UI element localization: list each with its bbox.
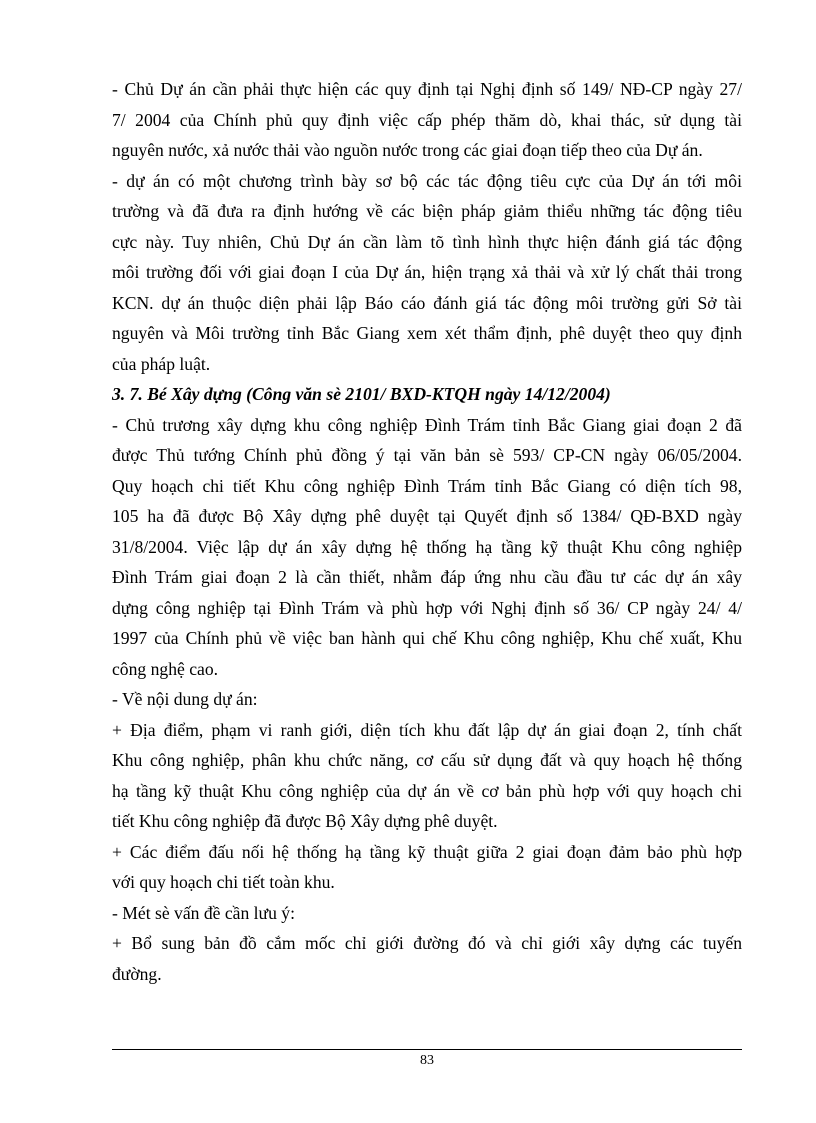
text-line: Đình Trám giai đoạn 2 là cần thiết, nhằm đáp ứng nhu cầu đầu tư các dự án xây <box>112 567 742 587</box>
text-line: + Các điểm đấu nối hệ thống hạ tầng kỹ thuật giữa 2 giai đoạn đảm bảo phù hợp <box>112 841 742 862</box>
text-line: dựng công nghiệp tại Đình Trám và phù hợp với Nghị định số 36/ CP ngày 24/ 4/ <box>112 597 742 618</box>
text-line: KCN. dự án thuộc diện phải lập Báo cáo đánh giá tác động môi trường gửi Sở tài <box>112 292 742 313</box>
text-line: công nghệ cao. <box>112 658 219 679</box>
text-line: của pháp luật. <box>112 353 211 374</box>
text-line: trường và đã đưa ra định hướng về các biện pháp giảm thiểu những tác động tiêu <box>112 201 742 221</box>
text-line: - Mét sè vấn đề cần lưu ý: <box>112 902 295 923</box>
section-heading: 3. 7. Bé Xây dựng (Công văn sè 2101/ BXD-KTQH ngày 14/12/2004) <box>112 384 611 404</box>
text-line: - Về nội dung dự án: <box>112 689 258 709</box>
text-line: cực này. Tuy nhiên, Chủ Dự án cần làm tõ tình hình thực hiện đánh giá tác động <box>112 231 742 252</box>
text-line: hạ tầng kỹ thuật Khu công nghiệp của dự án về cơ bản phù hợp với quy hoạch chi <box>112 780 742 801</box>
text-line: với quy hoạch chi tiết toàn khu. <box>112 872 335 892</box>
footer-divider <box>112 1049 742 1050</box>
document-body <box>112 74 742 989</box>
text-line: + Địa điểm, phạm vi ranh giới, diện tích khu đất lập dự án giai đoạn 2, tính chất <box>112 719 742 740</box>
text-line: - Chủ Dự án cần phải thực hiện các quy định tại Nghị định số 149/ NĐ-CP ngày 27/ <box>112 79 742 99</box>
text-line: đường. <box>112 963 162 984</box>
text-line: tiết Khu công nghiệp đã được Bộ Xây dựng phê duyệt. <box>112 811 498 831</box>
text-line: môi trường đối với giai đoạn I của Dự án, hiện trạng xả thải và xử lý chất thải trong <box>112 262 742 282</box>
text-line: - dự án có một chương trình bày sơ bộ các tác động tiêu cực của Dự án tới môi <box>112 170 742 191</box>
text-line: + Bổ sung bản đồ cắm mốc chỉ giới đường đó và chỉ giới xây dựng các tuyến <box>112 933 742 953</box>
text-line: 1997 của Chính phủ về việc ban hành qui chế Khu công nghiệp, Khu chế xuất, Khu <box>112 628 742 648</box>
text-line: - Chủ trương xây dựng khu công nghiệp Đình Trám tỉnh Bắc Giang giai đoạn 2 đã <box>112 414 742 435</box>
text-line: Quy hoạch chi tiết Khu công nghiệp Đình Trám tỉnh Bắc Giang có diện tích 98, <box>112 475 742 496</box>
page-number: 83 <box>420 1053 434 1068</box>
text-line: nguyên nước, xả nước thải vào nguồn nước trong các giai đoạn tiếp theo của Dự án. <box>112 140 703 160</box>
text-line: 31/8/2004. Việc lập dự án xây dựng hệ thống hạ tầng kỹ thuật Khu công nghiệp <box>112 536 742 557</box>
text-line: 7/ 2004 của Chính phủ quy định việc cấp phép thăm dò, khai thác, sử dụng tài <box>112 109 742 130</box>
text-line: 105 ha đã được Bộ Xây dựng phê duyệt tại Quyết định số 1384/ QĐ-BXD ngày <box>112 506 742 526</box>
text-line: Khu công nghiệp, phân khu chức năng, cơ cấu sử dụng đất và quy hoạch hệ thống <box>112 750 742 770</box>
text-line: nguyên và Môi trường tỉnh Bắc Giang xem xét thẩm định, phê duyệt theo quy định <box>112 323 742 343</box>
text-line: được Thủ tướng Chính phủ đồng ý tại văn bản sè 593/ CP-CN ngày 06/05/2004. <box>112 445 742 465</box>
